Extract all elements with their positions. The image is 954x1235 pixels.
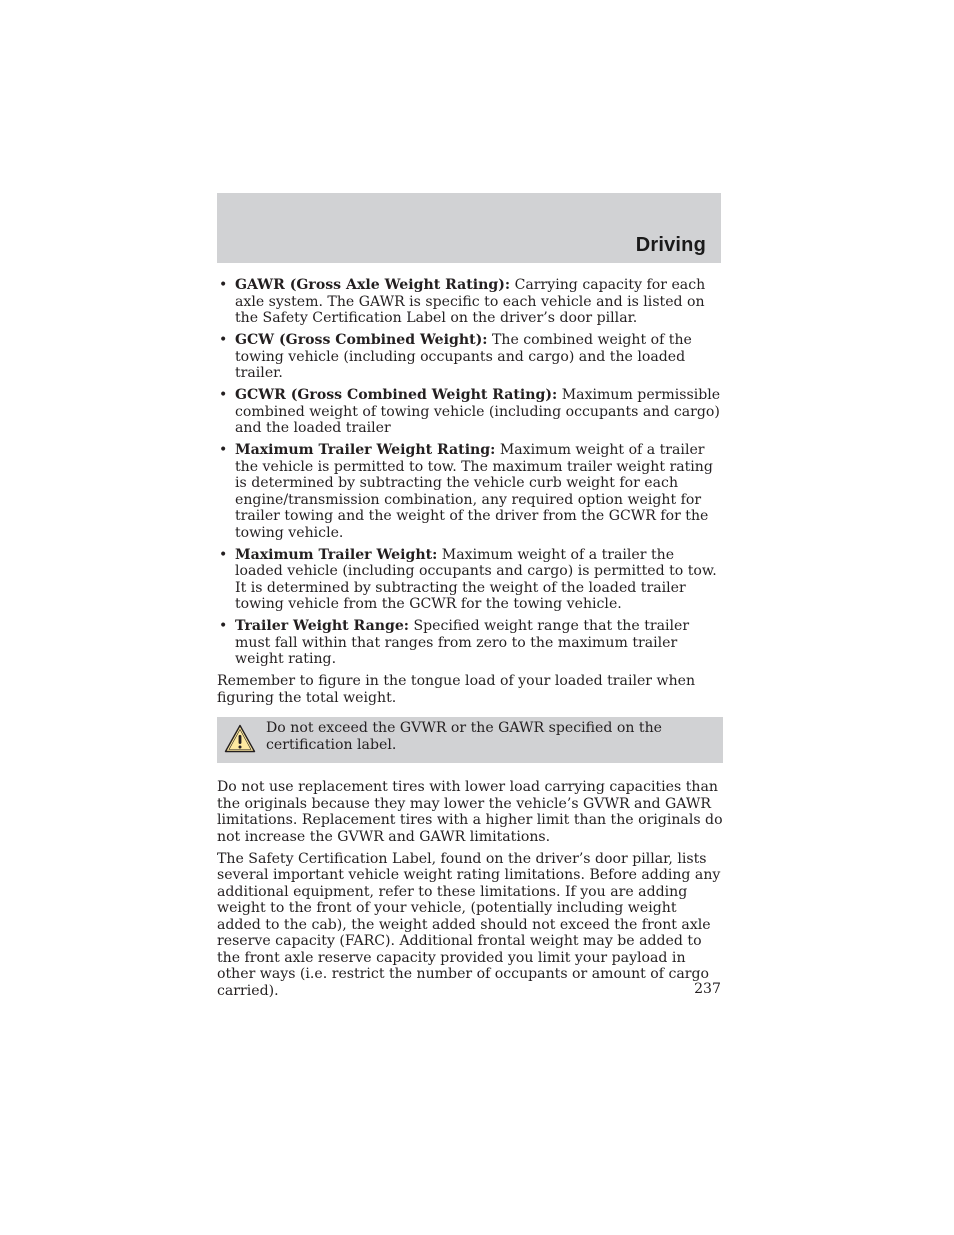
warning-text: Do not exceed the GVWR or the GAWR specified on the certification label.: [266, 720, 662, 753]
body-paragraph: The Safety Certification Label, found on the driver’s door pillar, lists several important vehicle weight rating limitations. Before adding any additional equipment, refer to these limitations. If you are adding weight to the front of your vehicle, (potentially including weight added to the cab), the weight added should not exceed the front axle reserve capacity (FARC). Additional frontal weight may be added to the front axle reserve capacity provided you limit your payload in other ways (i.e. restrict the number of occupants or amount of cargo carried).: [217, 850, 721, 999]
bullet-glyph: •: [219, 277, 228, 293]
definition-term: Trailer Weight Range:: [235, 618, 409, 634]
definition-text: Carrying capacity for each axle system. The GAWR is specific to each vehicle and is listed on the Safety Certification Label on the driver’s door pillar.: [235, 277, 706, 326]
page-number: 237: [694, 981, 721, 997]
list-item: [217, 442, 723, 541]
bullet-glyph: •: [219, 442, 228, 458]
section-header-band: [217, 193, 721, 263]
definition-term: GCW (Gross Combined Weight):: [235, 332, 488, 348]
definition-list: [217, 277, 723, 668]
definition-term: GCWR (Gross Combined Weight Rating):: [235, 387, 558, 403]
definition-text: Maximum permissible combined weight of towing vehicle (including occupants and cargo) and the loaded trailer: [235, 387, 721, 436]
bullet-glyph: •: [219, 332, 228, 348]
definition-term: Maximum Trailer Weight:: [235, 546, 438, 563]
definition-text: Maximum weight of a trailer the vehicle is permitted to tow. The maximum trailer weight rating is determined by subtracting the vehicle curb weight for each engine/transmission combination, any required option weight for trailer towing and the weight of the driver from the GCWR for the towing vehicle.: [235, 442, 713, 541]
definition-text: The combined weight of the towing vehicle (including occupants and cargo) and the loaded trailer.: [235, 332, 692, 381]
definition-term: GAWR (Gross Axle Weight Rating):: [235, 277, 511, 293]
list-item: [217, 618, 723, 668]
body-paragraph: Do not use replacement tires with lower load carrying capacities than the originals because they may lower the vehicle’s GVWR and GAWR limitations. Replacement tires with a higher limit than the originals do not increase the GVWR and GAWR limitations.: [217, 779, 723, 845]
list-item: [217, 387, 723, 437]
list-item: [217, 547, 723, 613]
list-item: [217, 332, 723, 382]
page-content: [217, 277, 723, 1005]
warning-triangle-icon: [224, 724, 256, 753]
reminder-paragraph: Remember to figure in the tongue load of your loaded trailer when figuring the total weight.: [217, 673, 696, 706]
bullet-glyph: •: [219, 618, 228, 634]
bullet-glyph: •: [219, 387, 228, 403]
list-item: [217, 277, 723, 327]
definition-text: Specified weight range that the trailer must fall within that ranges from zero to the maximum trailer weight rating.: [235, 618, 690, 667]
warning-box: [217, 717, 723, 763]
section-title: Driving: [635, 234, 706, 256]
definition-term: Maximum Trailer Weight Rating:: [235, 442, 496, 458]
definition-text: Maximum weight of a trailer the loaded vehicle (including occupants and cargo) is permitted to tow. It is determined by subtracting the weight of the loaded trailer towing vehicle from the GCWR for the towing vehicle.: [235, 546, 717, 612]
bullet-glyph: •: [219, 546, 228, 563]
